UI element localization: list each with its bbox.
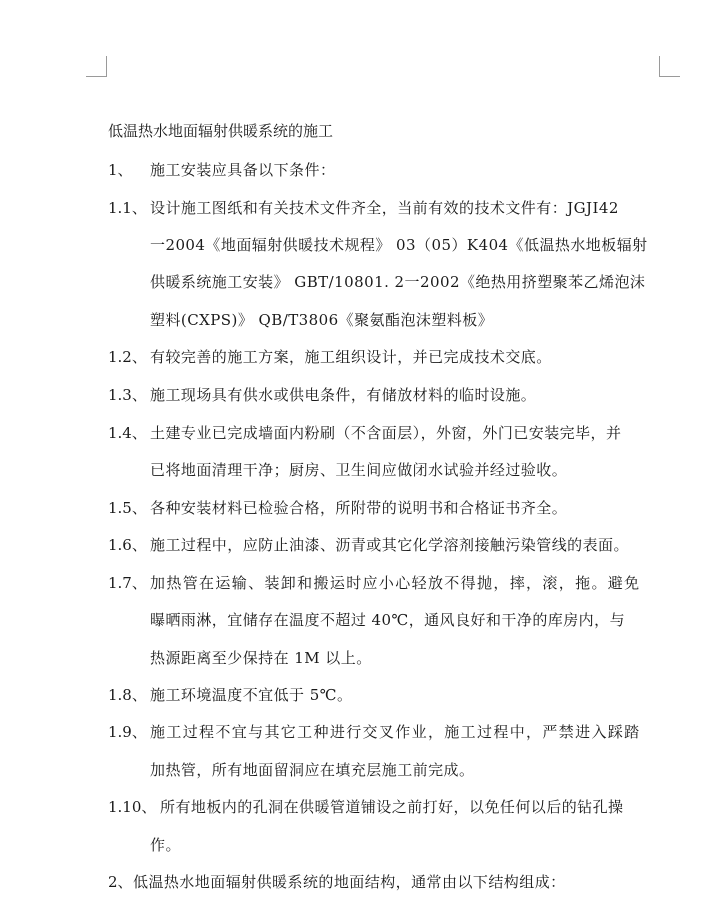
section-text-line: 加热管，所有地面留洞应在填充层施工前完成。 bbox=[150, 761, 475, 779]
section-text-line: 供暖系统施工安装》 GBT/10801. 2一2002《绝热用挤塑聚苯乙烯泡沫 bbox=[150, 273, 646, 291]
section-number: 1.9、 bbox=[108, 723, 147, 741]
document-page: 低温热水地面辐射供暖系统的施工 1、 施工安装应具备以下条件： 1.1、 设计施工图纸和有关技术文件齐全，当前有效的技术文件有：JGJI42 一2004《地面辐射供暖技术规程》 03（05）K404《低温热水地板辐射 供暖系统施工安装》 GBT/10801. 2一2002《绝热用挤塑聚苯乙烯泡沫 塑料(CXPS)》 QB/T3806《聚氨酯泡沫塑料板》 1.2、 有较完善的施工方案，施工组织设计，并已完成技术交底。 1.3、 施工现场具有供水或供电条件，有储放材料的临时设施。 1.4、 土建专业已完成墙面内粉刷（不含面层），外窗，外门已安装完毕，并 已将地面清理干净；厨房、卫生间应做闭水试验并经过验收。 1.5、 各种安装材料已检验合格，所附带的说明书和合格证书齐全。 1.6、 施工过程中，应防止油漆、沥青或其它化学溶剂接触污染管线的表面。 1.7、 加热管在运输、装卸和搬运时应小心轻放不得抛，摔，滚，拖。避免 曝晒雨淋，宜储存在温度不超过 40℃，通风良好和干净的库房内，与 热源距离至少保持在 1M 以上。 1.8、 施工环境温度不宜低于 5℃。 1.9、 施工过程不宜与其它工种进行交叉作业，施工过程中，严禁进入踩踏 加热管，所有地面留洞应在填充层施工前完成。 1.10、 所有地板内的孔洞在供暖管道铺设之前打好，以免任何以后的钻孔操 作。 2、 低温热水地面辐射供暖系统的地面结构，通常由以下结构组成： bbox=[0, 0, 711, 920]
section-text: 低温热水地面辐射供暖系统的地面结构，通常由以下结构组成： bbox=[133, 873, 566, 891]
section-number: 1.3、 bbox=[108, 386, 147, 404]
section-number: 1.10、 bbox=[108, 798, 157, 816]
section-number: 1.8、 bbox=[108, 686, 147, 704]
section-number: 1、 bbox=[108, 161, 133, 179]
section-number: 1.1、 bbox=[108, 199, 147, 217]
section-text: 各种安装材料已检验合格，所附带的说明书和合格证书齐全。 bbox=[150, 499, 568, 517]
section-text-line: 土建专业已完成墙面内粉刷（不含面层），外窗，外门已安装完毕，并 bbox=[150, 424, 622, 442]
section-number: 1.4、 bbox=[108, 424, 147, 442]
corner-mark-top-right bbox=[659, 56, 680, 77]
section-number: 1.2、 bbox=[108, 348, 147, 366]
section-text-line: 加热管在运输、装卸和搬运时应小心轻放不得抛，摔，滚，拖。避免 bbox=[150, 574, 641, 592]
corner-mark-top-left bbox=[86, 56, 107, 77]
section-text: 施工过程中，应防止油漆、沥青或其它化学溶剂接触污染管线的表面。 bbox=[150, 536, 629, 554]
section-text: 有较完善的施工方案，施工组织设计，并已完成技术交底。 bbox=[150, 348, 552, 366]
section-text: 施工环境温度不宜低于 5℃。 bbox=[150, 686, 353, 704]
section-text-line: 热源距离至少保持在 1M 以上。 bbox=[150, 649, 372, 667]
section-text-line: 施工过程不宜与其它工种进行交叉作业，施工过程中，严禁进入踩踏 bbox=[150, 723, 641, 741]
section-text-line: 所有地板内的孔洞在供暖管道铺设之前打好，以免任何以后的钻孔操 bbox=[160, 798, 624, 816]
section-text: 施工现场具有供水或供电条件，有储放材料的临时设施。 bbox=[150, 386, 537, 404]
section-text-line: 塑料(CXPS)》 QB/T3806《聚氨酯泡沫塑料板》 bbox=[150, 311, 494, 329]
section-text: 施工安装应具备以下条件： bbox=[150, 161, 336, 179]
section-number: 1.6、 bbox=[108, 536, 147, 554]
section-number: 1.7、 bbox=[108, 574, 147, 592]
section-text-line: 已将地面清理干净；厨房、卫生间应做闭水试验并经过验收。 bbox=[150, 461, 568, 479]
section-number: 2、 bbox=[108, 873, 133, 891]
section-text-line: 一2004《地面辐射供暖技术规程》 03（05）K404《低温热水地板辐射 bbox=[150, 236, 648, 254]
section-text-line: 曝晒雨淋，宜储存在温度不超过 40℃，通风良好和干净的库房内，与 bbox=[150, 611, 626, 629]
section-number: 1.5、 bbox=[108, 499, 147, 517]
section-text-line: 作。 bbox=[150, 836, 181, 854]
section-text-line: 设计施工图纸和有关技术文件齐全，当前有效的技术文件有：JGJI42 bbox=[150, 199, 619, 217]
